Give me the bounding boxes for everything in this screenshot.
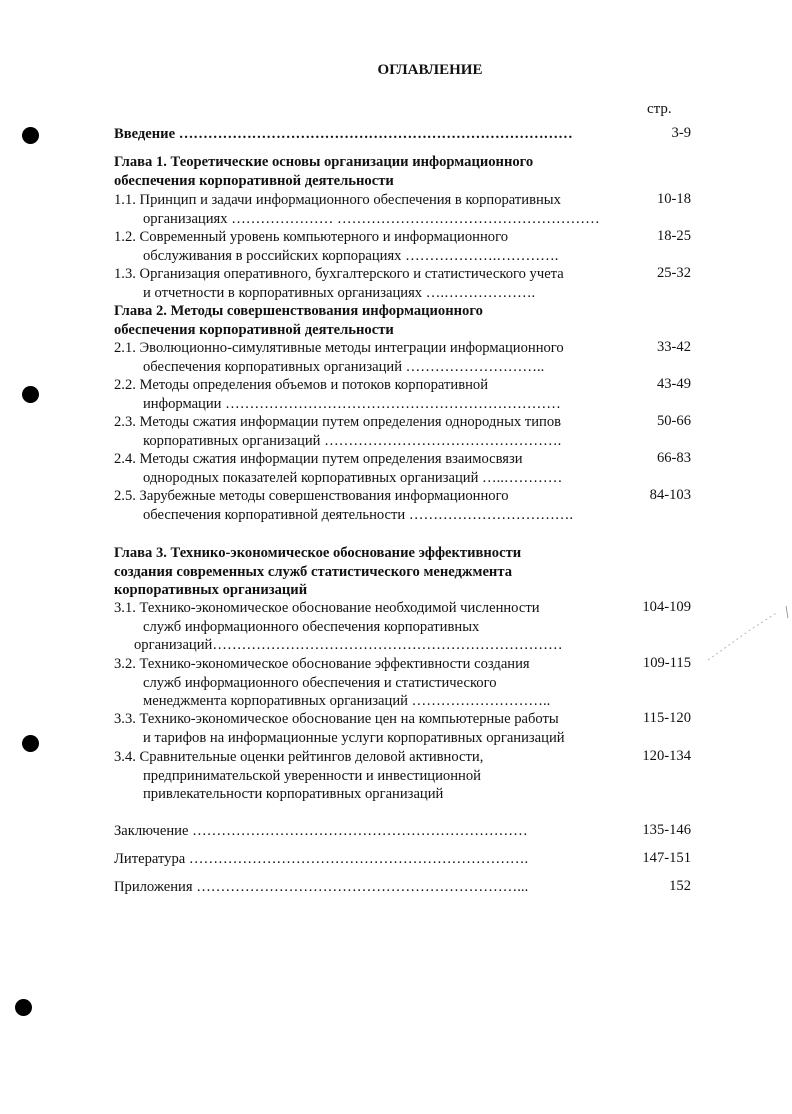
toc-entry-line: однородных показателей корпоративных организаций …..………… [143,469,563,486]
toc-entry-line: и тарифов на информационные услуги корпоративных организаций [143,729,565,746]
toc-entry-line: предпринимательской уверенности и инвестиционной [143,767,481,784]
toc-entry-line: 2.4. Методы сжатия информации путем определения взаимосвязи [114,451,523,467]
punch-hole-4 [15,999,32,1016]
toc-entry-line: Литература ……………………………………………………………. [114,851,529,867]
toc-page-number: 50-66 [656,413,691,429]
toc-entry-line: корпоративных организаций …………………………………………. [143,432,562,449]
toc-page-number: 147-151 [642,850,691,866]
toc-entry [114,153,624,190]
punch-hole-3 [22,735,39,752]
toc-entry-line: Заключение …………………………………………………………… [114,823,528,839]
toc-entry-line: информации …………………………………………………………… [143,395,561,412]
toc-entry-line: 3.3. Технико-экономическое обоснование цен на компьютерные работы [114,711,559,727]
toc-entry-line: и отчетности в корпоративных организациях ….………………. [143,284,536,301]
toc-entry [114,710,624,747]
toc-entry-line: организациях ………………… ……………………………………………… [143,210,600,227]
toc-entry-line: 3.1. Технико-экономическое обоснование необходимой численности [114,600,540,616]
toc-page-number: 66-83 [656,450,691,466]
toc-entry-line: 1.2. Современный уровень компьютерного и информационного [114,229,508,245]
toc-entry [114,748,624,804]
toc-entry [114,191,624,228]
toc-entry-line: 3.4. Сравнительные оценки рейтингов деловой активности, [114,749,484,765]
toc-entry-line: обеспечения корпоративной деятельности [114,321,394,338]
toc-entry-line: 1.1. Принцип и задачи информационного обеспечения в корпоративных [114,192,561,208]
toc-page-number: 104-109 [642,599,691,615]
toc-entry-line: Глава 2. Методы совершенствования информационного [114,303,483,319]
toc-entry-line: организаций……………………………………………………………… [134,637,563,653]
toc-entry [114,599,624,655]
scan-mark [700,600,792,670]
toc-entry [114,265,624,302]
toc-page-number: 135-146 [642,822,691,838]
toc-page-number: 84-103 [649,487,691,503]
toc-entry-line: Приложения …………………………………………………………... [114,879,529,895]
toc-entry-line: Глава 3. Технико-экономическое обоснование эффективности [114,545,522,561]
toc-title: ОГЛАВЛЕНИЕ [377,62,483,78]
toc-page-number: 43-49 [656,376,691,392]
toc-page-number: 3-9 [671,125,691,141]
toc-entry-line: менеджмента корпоративных организаций ……………………….. [143,693,551,709]
page-column-label: стр. [647,101,672,117]
toc-entry [114,850,624,869]
toc-page-number: 120-134 [642,748,691,764]
toc-entry-line: 2.5. Зарубежные методы совершенствования информационного [114,488,509,504]
toc-page-number: 18-25 [656,228,691,244]
toc-entry-line: обеспечения корпоративных организаций ……………………….. [143,358,545,375]
toc-entry-line: обслуживания в российских корпорациях ……………….…………. [143,247,559,264]
toc-entry [114,125,624,144]
toc-entry [114,413,624,450]
toc-page-number: 109-115 [642,655,691,671]
toc-entry-line: служб информационного обеспечения и статистического [143,674,497,691]
toc-entry-line: 2.2. Методы определения объемов и потоков корпоративной [114,377,489,393]
toc-entry [114,376,624,413]
toc-entry-line: корпоративных организаций [114,582,308,598]
toc-page-number: 33-42 [656,339,691,355]
toc-page-number: 152 [669,878,691,894]
toc-entry-line: 2.1. Эволюционно-симулятивные методы интеграции информационного [114,340,564,356]
toc-entry [114,487,624,524]
toc-page-number: 115-120 [642,710,691,726]
toc-page-number: 10-18 [656,191,691,207]
toc-entry [114,339,624,376]
toc-entry-line: 2.3. Методы сжатия информации путем определения однородных типов [114,414,562,430]
toc-entry-line: создания современных служб статистического менеджмента [114,563,512,580]
toc-entry [114,228,624,265]
toc-entry-line: 1.3. Организация оперативного, бухгалтерского и статистического учета [114,266,564,282]
toc-entry [114,450,624,487]
punch-hole-1 [22,127,39,144]
toc-entry-line: привлекательности корпоративных организаций [143,786,444,802]
punch-hole-2 [22,386,39,403]
toc-entry-line: обеспечения корпоративной деятельности ……………………………. [143,506,574,523]
toc-page-number: 25-32 [656,265,691,281]
toc-entry [114,878,624,897]
toc-entry [114,655,624,711]
toc-entry [114,302,624,339]
toc-entry-line: 3.2. Технико-экономическое обоснование эффективности создания [114,656,530,672]
toc-entry [114,544,624,600]
toc-entry [114,822,624,841]
toc-entry-line: Глава 1. Теоретические основы организации информационного [114,154,534,170]
toc-entry-line: обеспечения корпоративной деятельности [114,172,394,189]
toc-entry-line: Введение ……………………………………………………………………… [114,126,573,142]
toc-entry-line: служб информационного обеспечения корпоративных [143,618,480,635]
